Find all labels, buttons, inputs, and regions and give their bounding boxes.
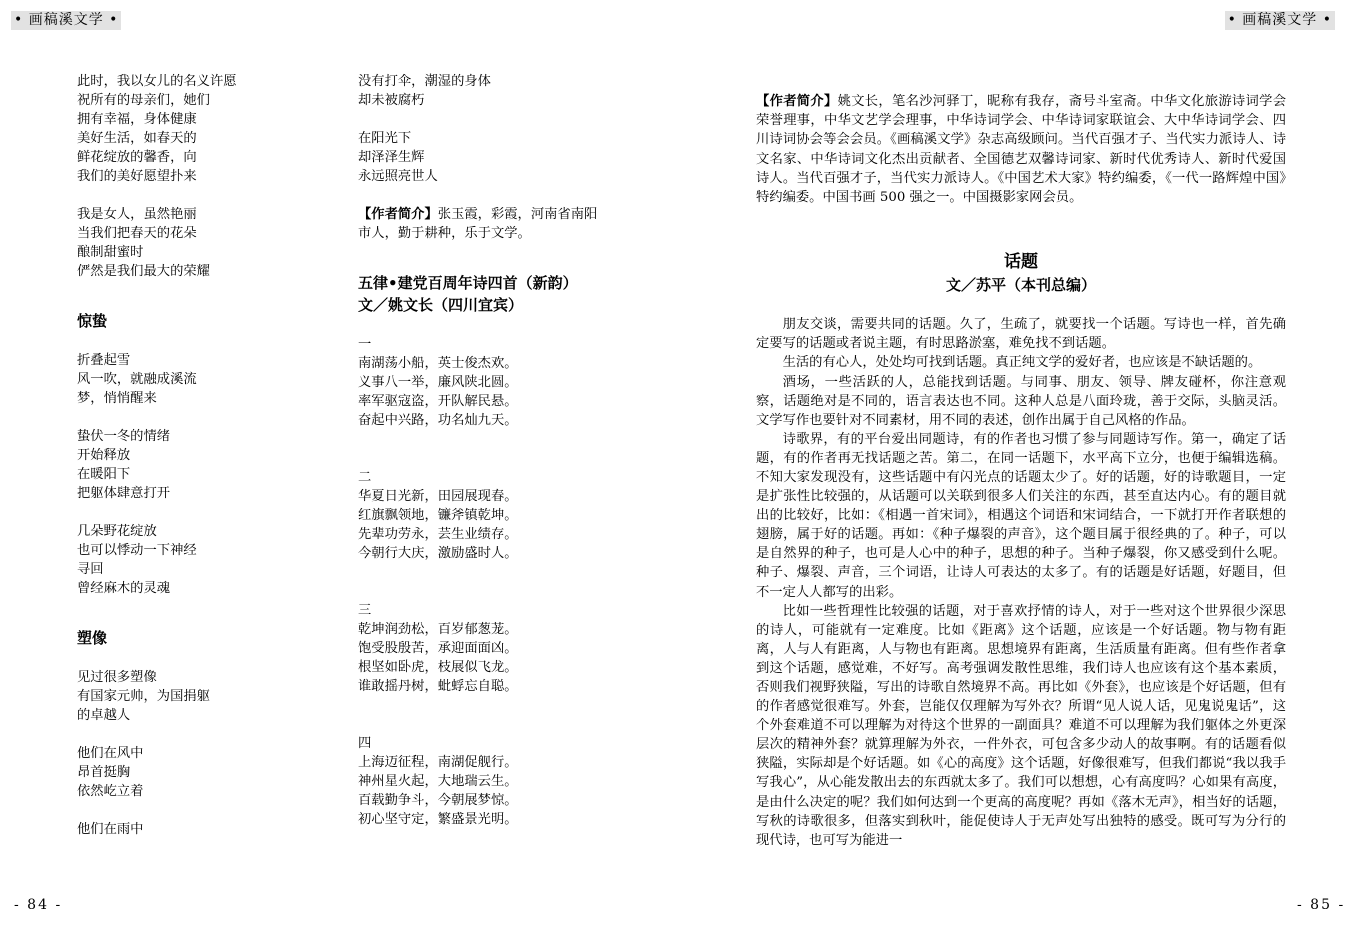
poem-line: 寻回 <box>77 562 104 577</box>
poem-line: 曾经麻木的灵魂 <box>77 581 171 596</box>
poem-line: 奋起中兴路，功名灿九天。 <box>358 413 518 428</box>
poem-line: 有国家元帅，为国捐躯 <box>77 689 210 704</box>
poem-title-jingzhe: 惊蛰 <box>77 312 108 330</box>
poem-line: 当我们把春天的花朵 <box>77 226 197 241</box>
poem-title-suxiang: 塑像 <box>77 629 108 647</box>
author-bio-label: 【作者简介】 <box>756 94 838 109</box>
poem-line: 折叠起雪 <box>77 353 131 368</box>
essay-paragraph: 比如一些哲理性比较强的话题，对于喜欢抒情的诗人，对于一些对这个世界很少深思的诗人，可能就有一定难度。比如《距离》这个话题，应该是一个好话题。物与物有距离，人与人有距离，人与物也有距离。思想境界有距离，生活质量有距离。但有些作者拿到这个话题，感觉难，不好写。高考强调发散性思维，我们诗人也应该有这个基本素质，否则我们视野狭隘，写出的诗歌自然境界不高。再比如《外套》，也应该是个好话题，但有的作者感觉很难写。外套，岂能仅仅理解为写外衣？所谓“见人说人话，见鬼说鬼话”，这个外套难道不可以理解为对待这个世界的一副面具？难道不可以理解为我们躯体之外更深层次的精神外套？就算理解为外衣，一件外衣，可包含多少动人的故事啊。有的话题看似狭隘，实际却是个好话题。如《心的高度》这个话题，好像很难写，但我们都说“我以我手写我心”，从心能发散出去的东西就太多了。我们可以想想，心有高度吗？心如果有高度，是由什么决定的呢？我们如何达到一个更高的高度呢？再如《落木无声》，相当好的话题，写秋的诗歌很多，但落实到秋叶，能促使诗人于无声处写出独特的感受。既可写为分行的现代诗，也可写为能进一 <box>756 603 1286 848</box>
poem-line: 此时，我以女儿的名义许愿 <box>77 74 237 89</box>
poem-line: 几朵野花绽放 <box>77 524 157 539</box>
essay-byline: 文／苏平（本刊总编） <box>945 276 1096 295</box>
poem-line: 拥有幸福，身体健康 <box>77 112 197 127</box>
poem-line: 昂首挺胸 <box>77 765 131 780</box>
poem-line: 在暖阳下 <box>77 467 131 482</box>
page-85-column <box>756 92 1286 850</box>
poem-line: 义事八一举，廉风陕北圆。 <box>358 375 518 390</box>
poem-line: 梦，悄悄醒来 <box>77 391 157 406</box>
author-bio-zhang <box>358 205 628 224</box>
poem-line: 饱受股殷苦，承迎面面凶。 <box>358 641 518 656</box>
poem-title-wulv: 五律•建党百周年诗四首（新韵） <box>358 274 578 292</box>
essay-paragraph: 生活的有心人，处处均可找到话题。真正纯文学的爱好者，也应该是不缺话题的。 <box>782 355 1262 371</box>
poem-line: 华夏日光新，田园展现春。 <box>358 489 518 504</box>
essay-paragraph: 朋友交谈，需要共同的话题。久了，生疏了，就要找一个话题。写诗也一样，首先确定要写的话题或者说主题，有时思路淤塞，难免找不到话题。 <box>756 317 1286 352</box>
poem-section-number: 二 <box>358 470 372 485</box>
poem-line: 没有打伞，潮湿的身体 <box>358 74 491 89</box>
page-84-column-2 <box>358 72 628 829</box>
poem-line: 依然屹立着 <box>77 784 144 799</box>
poem-line: 却未被腐朽 <box>358 93 425 108</box>
author-bio-text: 姚文长，笔名沙河驿丁，昵称有我存，斋号斗室斋。中华文化旅游诗词学会荣誉理事，中华文艺学会理事，中华诗词学会、中华诗词家联谊会、大中华诗词学会、四川诗词协会等会会员。《画稿溪文学》杂志高级顾问。当代百强才子、当代实力派诗人、诗文名家、中华诗词文化杰出贡献者、全国德艺双馨诗词家、新时代优秀诗人、新时代爱国诗人。当代百强才子，当代实力派诗人。《中国艺术大家》特约编委，《一代一路辉煌中国》特约编委。中国书画 500 强之一。中国摄影家网会员。 <box>756 94 1287 206</box>
poem-line: 开始释放 <box>77 448 131 463</box>
poem-line: 却泽泽生辉 <box>358 150 425 165</box>
poem-line: 乾坤润劲松，百岁郁葱茏。 <box>358 622 518 637</box>
author-bio-text: 张玉霞，彩霞，河南省南阳 <box>437 207 598 222</box>
author-bio-label: 【作者简介】 <box>358 207 438 222</box>
poem-byline-yao: 文／姚文长（四川宜宾） <box>358 296 524 314</box>
poem-line: 先辈功劳永，芸生业绩存。 <box>358 527 518 542</box>
poem-section-number: 三 <box>358 603 372 618</box>
poem-line: 风一吹，就融成溪流 <box>77 372 197 387</box>
poem-line: 美好生活，如春天的 <box>77 131 197 146</box>
poem-line: 上海迈征程，南湖促舰行。 <box>358 755 518 770</box>
poem-line: 他们在雨中 <box>77 822 144 837</box>
essay-title: 话题 <box>1004 252 1038 273</box>
poem-line: 率军驱寇盗，开队解民悬。 <box>358 394 518 409</box>
poem-line: 俨然是我们最大的荣耀 <box>77 264 210 279</box>
poem-line: 我是女人，虽然艳丽 <box>77 207 197 222</box>
poem-line: 祝所有的母亲们，她们 <box>77 93 210 108</box>
poem-line: 神州星火起，大地瑞云生。 <box>358 774 518 789</box>
poem-line: 根坚如卧虎，枝展似飞龙。 <box>358 660 518 675</box>
poem-line: 我们的美好愿望扑来 <box>77 169 197 184</box>
poem-line: 南湖荡小船，英士俊杰欢。 <box>358 356 518 371</box>
essay-paragraph: 酒场，一些活跃的人，总能找到话题。与同事、朋友、领导、牌友碰杯，你注意观察，话题绝对是不同的，语言表达也不同。这种人总是八面玲珑，善于交际，头脑灵活。文学写作也要针对不同素材，用不同的表述，创作出属于自己风格的作品。 <box>756 374 1286 428</box>
page-number-right: - 85 - <box>1297 897 1346 913</box>
poem-line: 初心坚守定，繁盛景光明。 <box>358 812 518 827</box>
running-head-left: • 画稿溪文学 • <box>11 11 121 30</box>
poem-line: 百载勤争斗，今朝展梦惊。 <box>358 793 518 808</box>
poem-line: 把躯体肆意打开 <box>77 486 171 501</box>
poem-line: 红旗飘领地，镰斧镇乾坤。 <box>358 508 518 523</box>
poem-section-number: 一 <box>358 337 372 352</box>
poem-line: 永远照亮世人 <box>358 169 438 184</box>
poem-line: 见过很多塑像 <box>77 670 157 685</box>
author-bio-yao <box>756 92 1286 207</box>
author-bio-zhang-cont: 市人，勤于耕种，乐于文学。 <box>358 226 531 241</box>
poem-line: 也可以悸动一下神经 <box>77 543 197 558</box>
poem-line: 谁敢摇丹树，蚍蜉忘自聪。 <box>358 679 518 694</box>
page-number-left: - 84 - <box>14 897 63 913</box>
poem-line: 今朝行大庆，激励盛时人。 <box>358 546 518 561</box>
essay-paragraph: 诗歌界，有的平台爱出同题诗，有的作者也习惯了参与同题诗写作。第一，确定了话题，有的作者再无找话题之苦。第二，在同一话题下，水平高下立分，也便于编辑选稿。不知大家发现没有，这些话题中有闪光点的话题太少了。好的话题，好的诗歌题目，一定是扩张性比较强的，从话题可以关联到很多人们关注的东西，甚至直达内心。有的题目就出的比较好，比如：《相遇一首宋词》，相遇这个词语和宋词结合，一下就打开作者联想的翅膀，属于好的话题。再如：《种子爆裂的声音》，这个题目属于很经典的了。种子，可以是自然界的种子，也可是人心中的种子，思想的种子。当种子爆裂，你又感受到什么呢。种子、爆裂、声音，三个词语，让诗人可表达的太多了。有的话题是好话题，好题目，但不一定人人都写的出彩。 <box>756 431 1286 600</box>
poem-line: 酿制甜蜜时 <box>77 245 144 260</box>
poem-section-number: 四 <box>358 736 372 751</box>
poem-line: 的卓越人 <box>77 708 131 723</box>
poem-line: 蛰伏一冬的情绪 <box>77 429 171 444</box>
poem-line: 在阳光下 <box>358 131 412 146</box>
page-84-column-1 <box>77 72 327 839</box>
poem-line: 他们在风中 <box>77 746 144 761</box>
running-head-right: • 画稿溪文学 • <box>1225 11 1335 30</box>
poem-line: 鲜花绽放的馨香，向 <box>77 150 197 165</box>
